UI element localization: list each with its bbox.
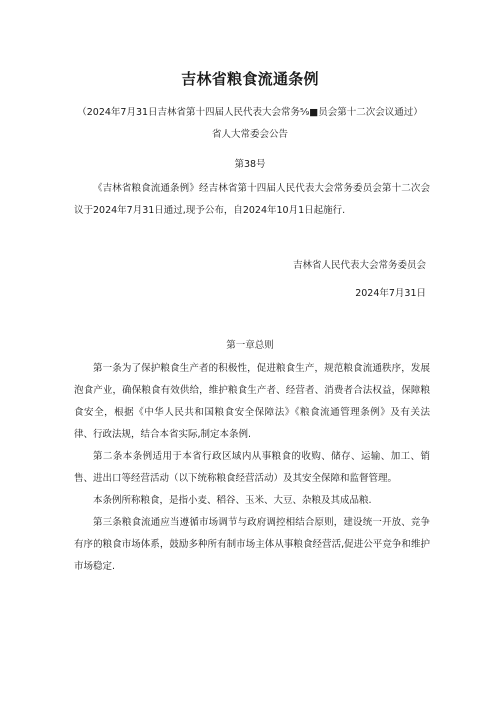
article-paragraph: 第三条粮食流通应当遵循市场调节与政府调控相结合原则，建设统一开放、竞争有序的粮食市场体系，鼓励多种所有制市场主体从事粮食经营活,促进公平竞争和维护市场稳定.	[74, 517, 430, 572]
articles-body	[74, 358, 430, 578]
signing-date: 2024年7月31日	[355, 288, 426, 299]
announcement-number: 第38号	[234, 159, 266, 170]
announcement-body	[74, 178, 430, 222]
signatory: 吉林省人民代表大会常务委员会	[292, 260, 426, 271]
article-paragraph: 第二条本条例适用于本省行政区域内从事粮食的收购、储存、运输、加工、销售、进出口等经营活动（以下统称粮食经营活动）及其安全保障和监督管理。	[74, 451, 430, 484]
article-paragraph: 本条例所称粮食，是指小麦、稻谷、玉米、大豆、杂粮及其成品粮.	[93, 495, 372, 506]
announcement-header: 省人大常委会公告	[211, 129, 288, 140]
document-subtitle: （2024年7月31日吉林省第十四届人民代表大会常务⁵⁄₉■员会第十二次会议通过）	[77, 107, 423, 118]
article-paragraph: 第一条为了保护粮食生产者的积极性，促进粮食生产，规范粮食流通秩序，发展泡食产业，确保粮食有效供给，维护粮食生产者、经营者、消费者合法权益，保障粮食安全，根据《中华人民共和国粮食安全保障法》《粮食流通管理条例》及有关法律、行政法规，结合本省实际,制定本条例.	[74, 363, 430, 440]
announcement-paragraph: 《吉林省粮食流通条例》经吉林省第十四届人民代表大会常务委员会第十二次会议于2024年7月31日通过,现予公布，自2024年10月1日起施行.	[74, 183, 430, 216]
document-title: 吉林省粮食流通条例	[181, 70, 319, 88]
chapter-title: 第一章总则	[226, 340, 274, 351]
